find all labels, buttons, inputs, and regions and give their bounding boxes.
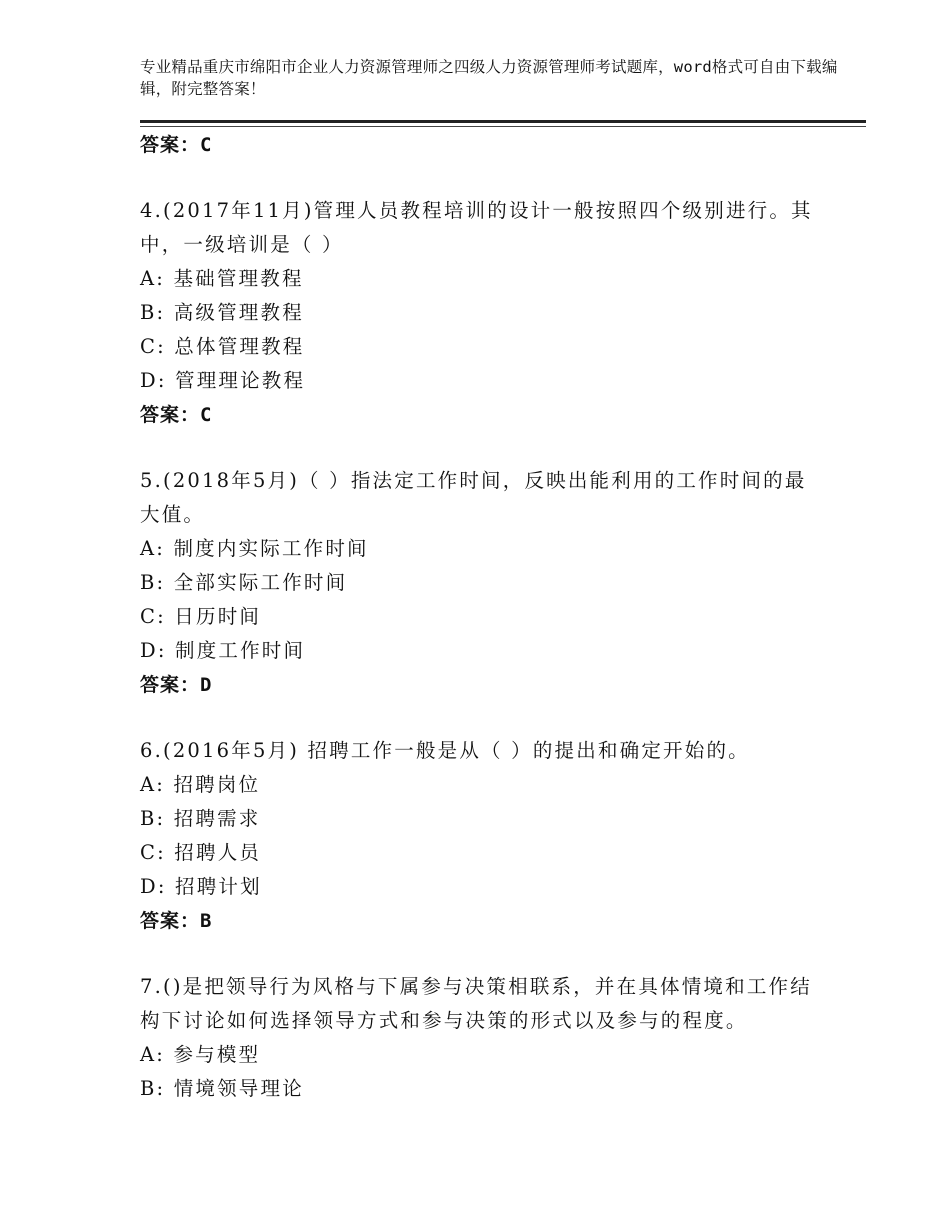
answer-line: 答案：D [140, 674, 213, 696]
option-a: A: 基础管理教程 [140, 267, 304, 290]
option-a: A: 制度内实际工作时间 [140, 537, 369, 560]
option-b: B: 高级管理教程 [140, 301, 304, 324]
answer-line: 答案：C [140, 404, 213, 426]
question-stem: 6.(2016年5月) 招聘工作一般是从（ ）的提出和确定开始的。 [140, 739, 750, 762]
question-list [140, 126, 820, 1106]
option-a: A: 参与模型 [140, 1043, 261, 1066]
document-header: 专业精品重庆市绵阳市企业人力资源管理师之四级人力资源管理师考试题库，word格式可自由下载编辑，附完整答案！ [140, 58, 838, 98]
option-c: C: 总体管理教程 [140, 335, 305, 358]
header-divider [140, 120, 866, 123]
answer-line: 答案：B [140, 910, 213, 932]
question-stem: 4.(2017年11月)管理人员教程培训的设计一般按照四个级别进行。其中，一级培训是（ ） [140, 199, 813, 256]
option-b: B: 情境领导理论 [140, 1077, 304, 1100]
question-stem: 5.(2018年5月)（ ）指法定工作时间，反映出能利用的工作时间的最大值。 [140, 469, 807, 526]
question-4 [140, 194, 820, 432]
option-b: B: 招聘需求 [140, 807, 261, 830]
answer-line: 答案：C [140, 134, 213, 156]
question-5 [140, 464, 820, 702]
option-d: D: 制度工作时间 [140, 639, 306, 662]
question-7 [140, 970, 820, 1106]
option-d: D: 管理理论教程 [140, 369, 306, 392]
option-a: A: 招聘岗位 [140, 773, 261, 796]
option-b: B: 全部实际工作时间 [140, 571, 348, 594]
option-c: C: 日历时间 [140, 605, 262, 628]
question-6 [140, 734, 820, 938]
option-d: D: 招聘计划 [140, 875, 262, 898]
question-stem: 7.()是把领导行为风格与下属参与决策相联系，并在具体情境和工作结构下讨论如何选择领导方式和参与决策的形式以及参与的程度。 [140, 975, 812, 1032]
option-c: C: 招聘人员 [140, 841, 262, 864]
